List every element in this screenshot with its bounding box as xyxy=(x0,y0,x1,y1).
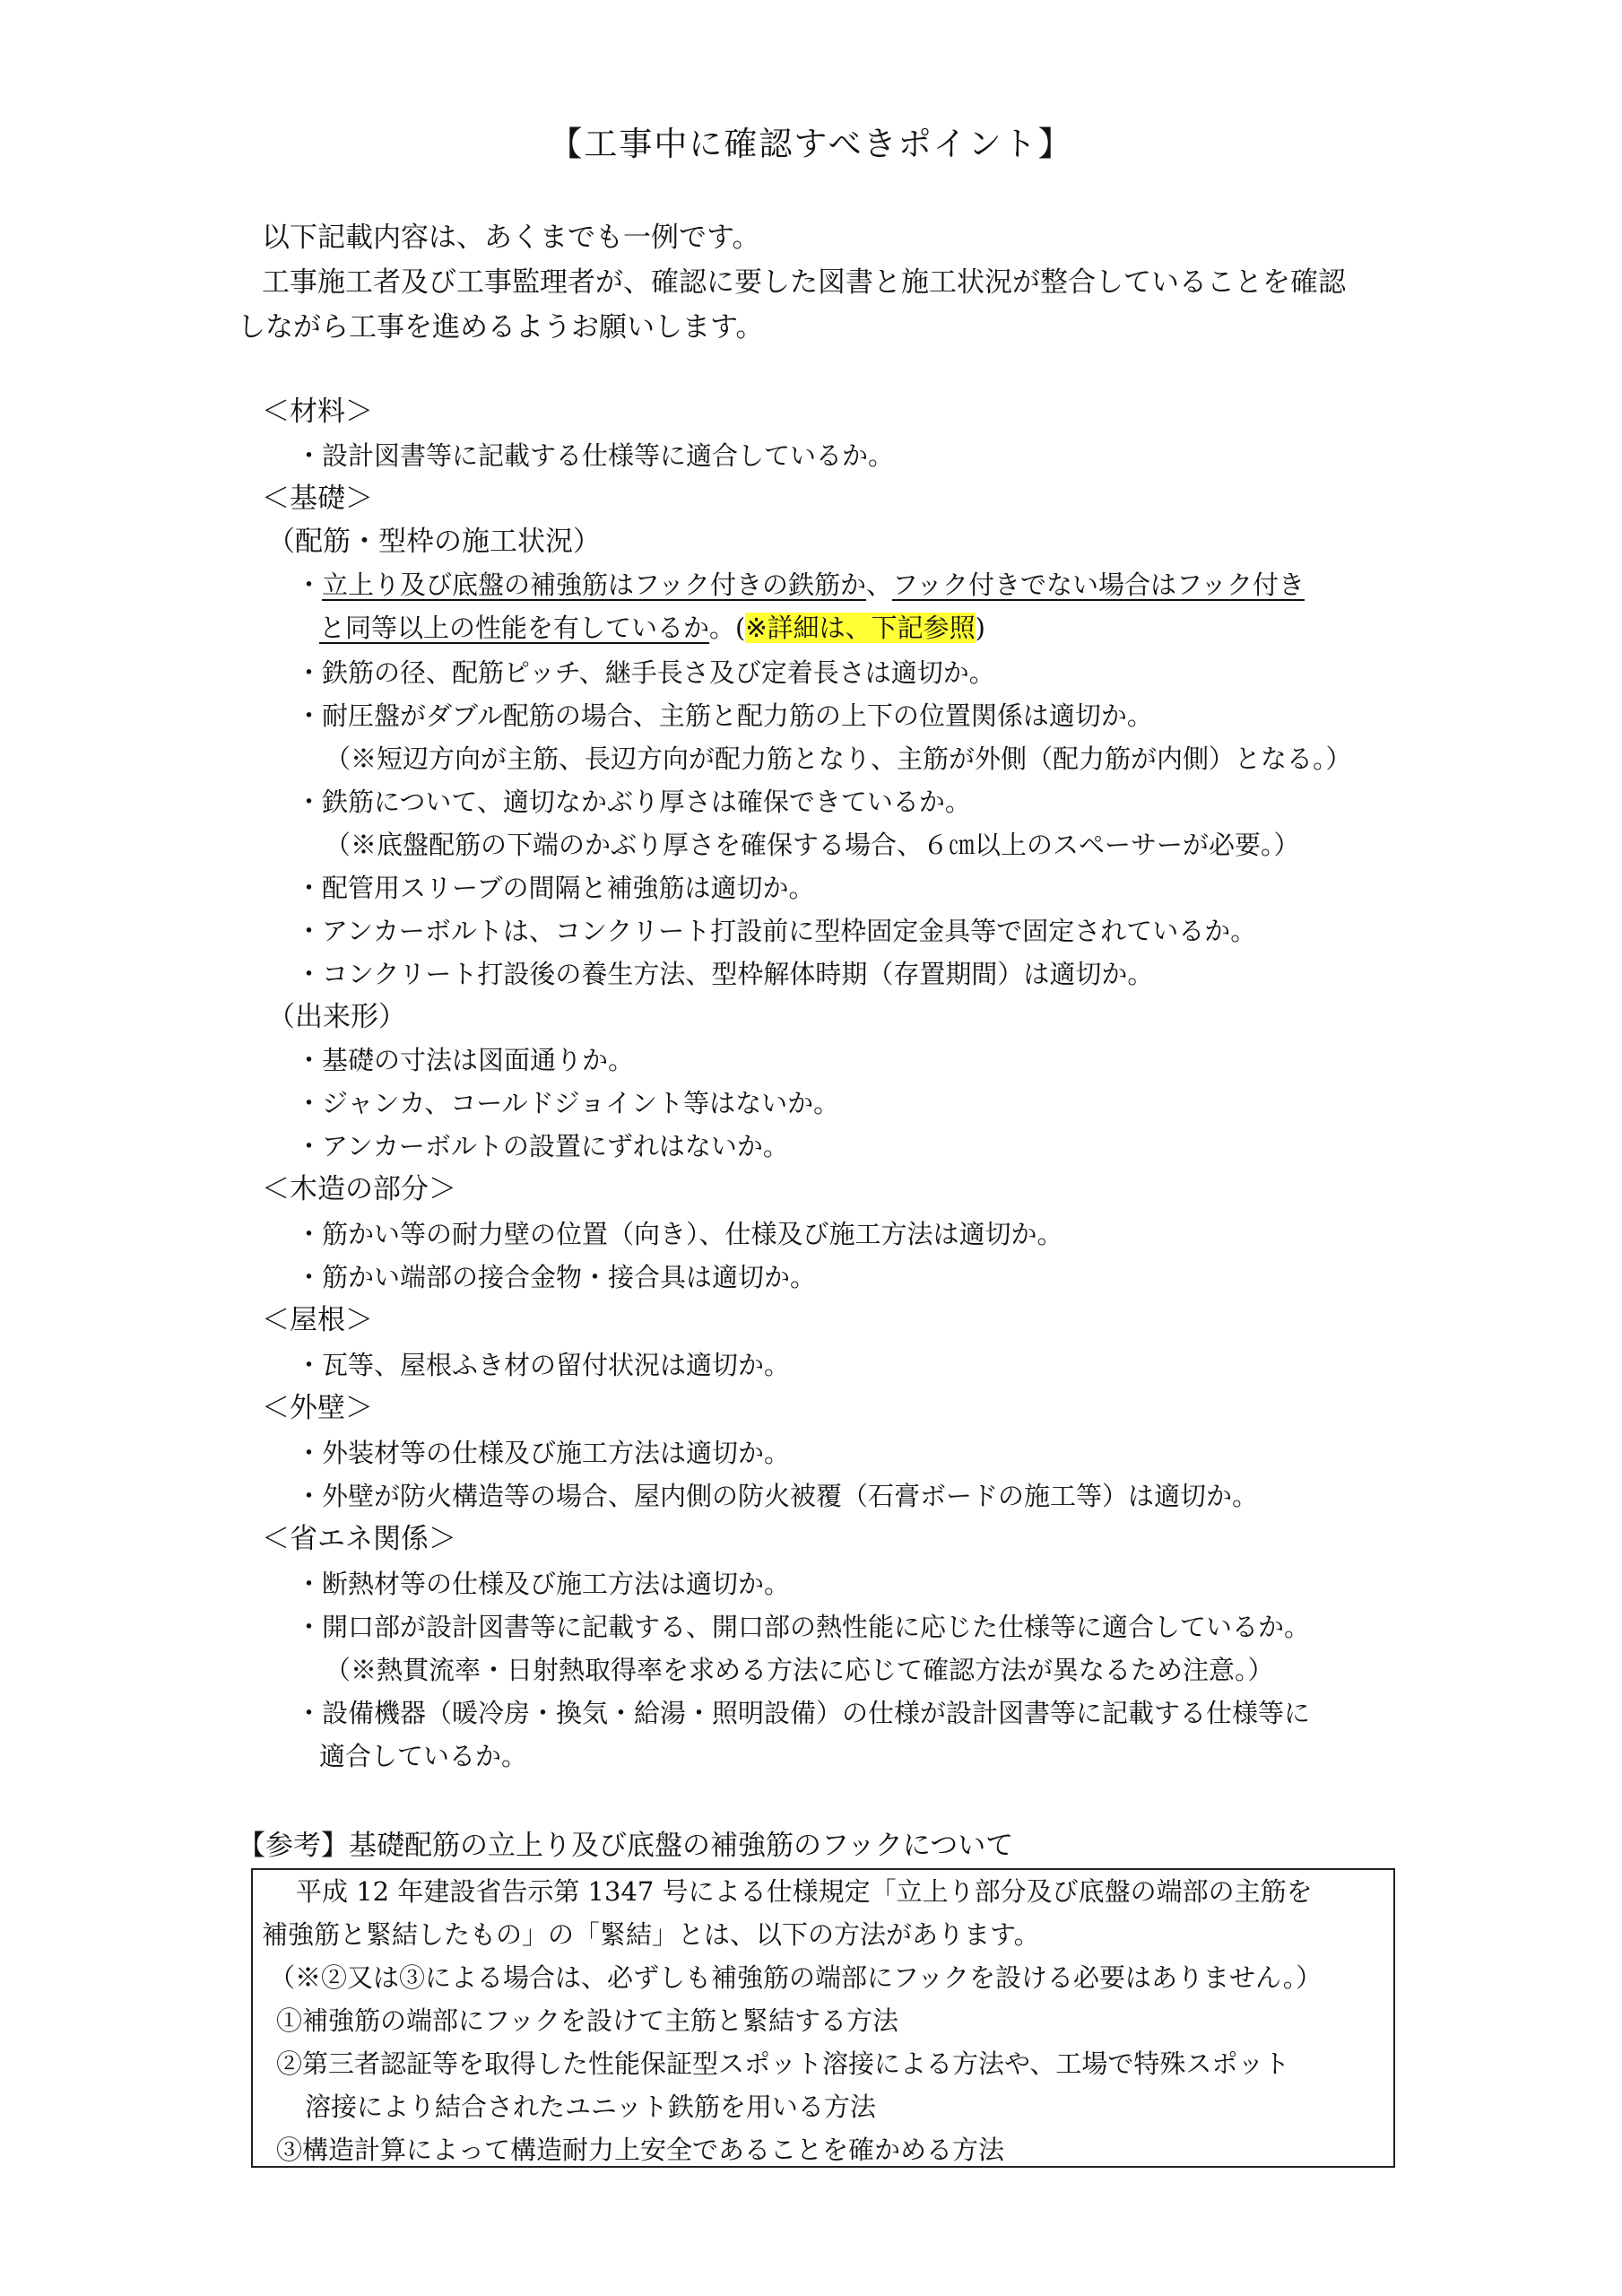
reference-method-3: ③構造計算によって構造耐力上安全であることを確かめる方法 xyxy=(276,2135,1005,2165)
list-item-note: （※底盤配筋の下端のかぶり厚さを確保する場合、６㎝以上のスペーサーが必要。） xyxy=(325,830,1300,860)
list-item: ・基礎の寸法は図面通りか。 xyxy=(296,1045,635,1075)
text: ) xyxy=(975,613,985,643)
reference-heading: 【参考】基礎配筋の立上り及び底盤の補強筋のフックについて xyxy=(238,1830,1014,1862)
section-heading-roof: ＜屋根＞ xyxy=(262,1304,373,1336)
hook-requirement-line-2 xyxy=(319,606,985,649)
intro-line-3: しながら工事を進めるようお願いします。 xyxy=(238,311,764,344)
list-item-note: （※短辺方向が主筋、長辺方向が配力筋となり、主筋が外側（配力筋が内側）となる。） xyxy=(325,744,1352,774)
list-item: ・外装材等の仕様及び施工方法は適切か。 xyxy=(296,1438,791,1468)
section-heading-wood: ＜木造の部分＞ xyxy=(262,1173,456,1205)
list-item: ・筋かい等の耐力壁の位置（向き）、仕様及び施工方法は適切か。 xyxy=(296,1219,1063,1249)
list-item-continuation: 適合しているか。 xyxy=(319,1741,528,1771)
list-item: ・耐圧盤がダブル配筋の場合、主筋と配力筋の上下の位置関係は適切か。 xyxy=(296,700,1153,731)
reference-line: 平成 12 年建設省告示第 1347 号による仕様規定「立上り部分及び底盤の端部の主筋を xyxy=(296,1876,1313,1907)
list-item: ・鉄筋の径、配筋ピッチ、継手長さ及び定着長さは適切か。 xyxy=(296,657,995,688)
section-heading-foundation: ＜基礎＞ xyxy=(262,483,373,515)
list-item: ・開口部が設計図書等に記載する、開口部の熱性能に応じた仕様等に適合しているか。 xyxy=(296,1612,1311,1642)
list-item: ・ジャンカ、コールドジョイント等はないか。 xyxy=(296,1088,840,1118)
underlined-text: 立上り及び底盤の補強筋はフック付きの鉄筋か xyxy=(322,570,866,600)
intro-line-2: 工事施工者及び工事監理者が、確認に要した図書と施工状況が整合していることを確認 xyxy=(262,266,1346,299)
list-item: ・設備機器（暖冷房・換気・給湯・照明設備）の仕様が設計図書等に記載する仕様等に xyxy=(296,1698,1311,1728)
intro-line-1: 以下記載内容は、あくまでも一例です。 xyxy=(262,222,760,254)
list-item: ・断熱材等の仕様及び施工方法は適切か。 xyxy=(296,1569,791,1599)
highlighted-reference-note: ※詳細は、下記参照 xyxy=(745,613,976,643)
section-heading-materials: ＜材料＞ xyxy=(262,396,373,428)
list-item: ・筋かい端部の接合金物・接合具は適切か。 xyxy=(296,1262,817,1292)
separator: 、 xyxy=(866,570,893,600)
bullet: ・ xyxy=(296,570,323,600)
reference-method-1: ①補強筋の端部にフックを設けて主筋と緊結する方法 xyxy=(276,2005,898,2036)
list-item: ・鉄筋について、適切なかぶり厚さは確保できているか。 xyxy=(296,787,971,817)
list-item: ・設計図書等に記載する仕様等に適合しているか。 xyxy=(296,440,895,471)
subsection-heading: （配筋・型枠の施工状況） xyxy=(267,526,601,558)
text: 。( xyxy=(709,613,746,643)
reference-method-2-continuation: 溶接により結合されたユニット鉄筋を用いる方法 xyxy=(305,2092,876,2122)
list-item: ・コンクリート打設後の養生方法、型枠解体時期（存置期間）は適切か。 xyxy=(296,959,1154,989)
section-heading-wall: ＜外壁＞ xyxy=(262,1392,373,1424)
list-item: ・外壁が防火構造等の場合、屋内側の防火被覆（石膏ボードの施工等）は適切か。 xyxy=(296,1481,1259,1511)
hook-requirement-line-1 xyxy=(296,563,1305,606)
underlined-text: フック付きでない場合はフック付き xyxy=(892,570,1305,600)
list-item: ・アンカーボルトは、コンクリート打設前に型枠固定金具等で固定されているか。 xyxy=(296,916,1257,946)
reference-line: （※②又は③による場合は、必ずしも補強筋の端部にフックを設ける必要はありません。） xyxy=(269,1962,1323,1993)
reference-method-2: ②第三者認証等を取得した性能保証型スポット溶接による方法や、工場で特殊スポット xyxy=(276,2048,1290,2079)
list-item: ・瓦等、屋根ふき材の留付状況は適切か。 xyxy=(296,1350,791,1380)
underlined-text: と同等以上の性能を有しているか xyxy=(319,613,710,643)
list-item-note: （※熱貫流率・日射熱取得率を求める方法に応じて確認方法が異なるため注意。） xyxy=(325,1655,1274,1685)
list-item: ・アンカーボルトの設置にずれはないか。 xyxy=(296,1131,789,1161)
page-title: 【工事中に確認すべきポイント】 xyxy=(549,125,1073,163)
subsection-heading: （出来形） xyxy=(267,1001,406,1033)
section-heading-energy: ＜省エネ関係＞ xyxy=(262,1523,456,1555)
list-item: ・配管用スリーブの間隔と補強筋は適切か。 xyxy=(296,873,815,903)
reference-line: 補強筋と緊結したもの」の「緊結」とは、以下の方法があります。 xyxy=(262,1919,1040,1950)
